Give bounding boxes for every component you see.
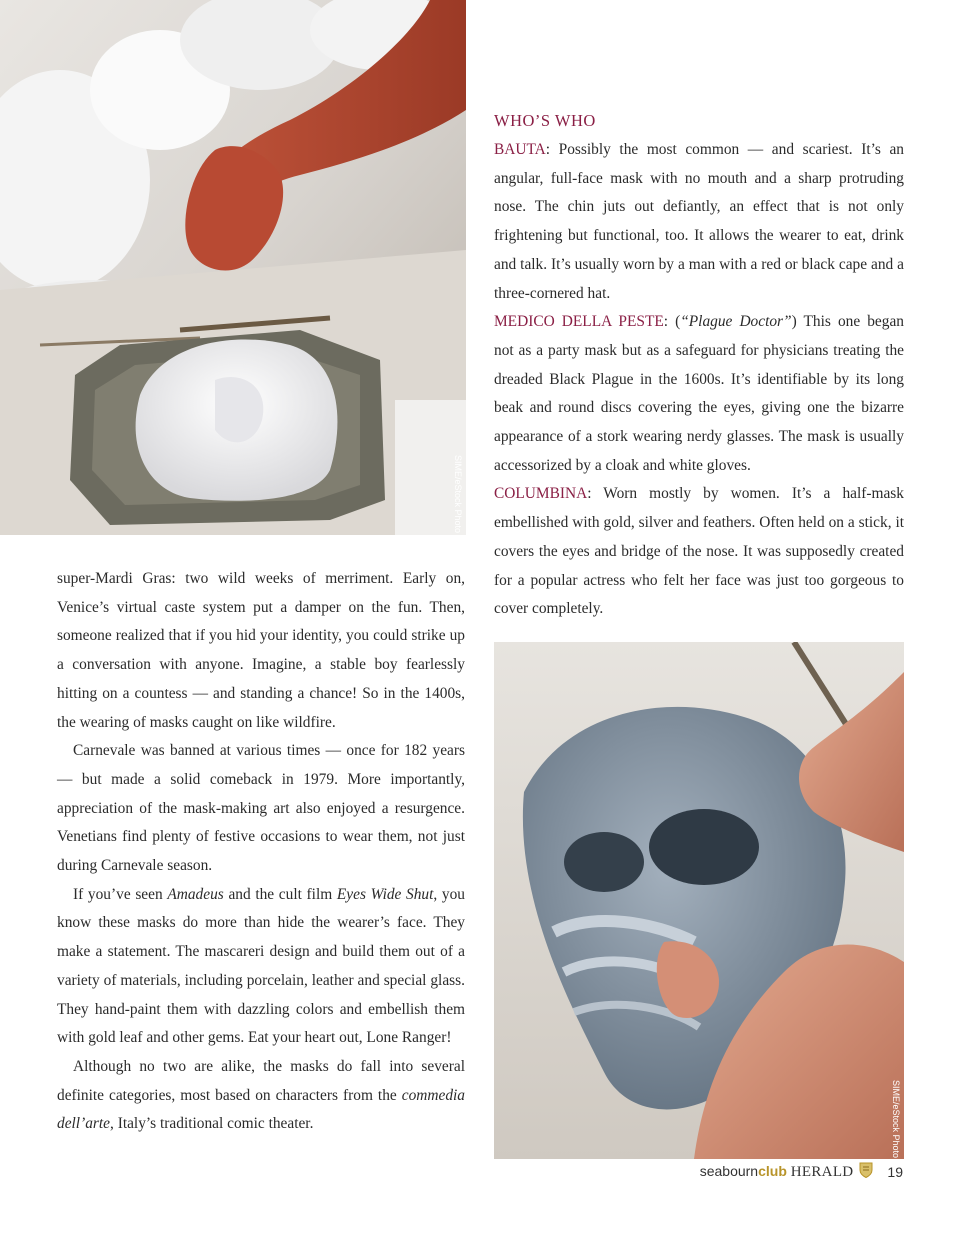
- article-paragraph-1: super-Mardi Gras: two wild weeks of merriment. Early on, Venice’s virtual caste system put a damper on the fun. Then, someone realized that if you hid your identity, you could strike up a conversation with anyone. Imagine, a stable boy fearlessly hitting on a countess — and standing a chance! So in the 1400s, the wearing of masks caught on like wildfire.: [57, 570, 465, 731]
- entry-columbina-term: COLUMBINA: [494, 485, 588, 503]
- footer-brand: seabournclub HERALD: [699, 1162, 854, 1180]
- film-title-eyes-wide-shut: Eyes Wide Shut: [336, 885, 434, 903]
- article-paragraph-3: If you’ve seen Amadeus and the cult film Eyes Wide Shut, you know these masks do more than hide the wearer’s face. They make a statement. The mascareri design and build them out of a variety of materials, including porcelain, leather and special glass. They hand-paint them with dazzling colors and embellish them with gold leaf and other gems. Eat your heart out, Lone Ranger!: [57, 885, 466, 1047]
- page-number: 19: [887, 1163, 903, 1180]
- photo-mask-mold-image: [0, 0, 466, 535]
- whos-who-sidebar: [494, 106, 904, 624]
- entry-bauta: BAUTA: Possibly the most common — and scariest. It’s an angular, full-face mask with no mouth and a sharp protruding nose. The chin juts out defiantly, an effect that is not only frightening but functional, too. It allows the wearer to eat, drink and talk. It’s usually worn by a man with a red or black cape and a three-cornered hat.: [494, 141, 904, 302]
- photo-mask-mold: [0, 0, 466, 535]
- photo-credit-bottom: SIME/eStock Photo: [891, 1080, 901, 1159]
- page-footer: [700, 1162, 903, 1181]
- shield-icon: [859, 1162, 873, 1181]
- article-column-left: [57, 565, 465, 1139]
- photo-mask-painting-image: [494, 642, 904, 1159]
- article-paragraph-2: Carnevale was banned at various times — once for 182 years — but made a solid comeback in 1979. More importantly, appreciation of the mask-making art also enjoyed a resurgence. Venetians find plenty of festive occasions to wear them, not just during Carnevale season.: [57, 742, 465, 875]
- entry-columbina: COLUMBINA: Worn mostly by women. It’s a half-mask embellished with gold, silver and feathers. Often held on a stick, it covers the eyes and bridge of the nose. It was supposedly created for a popular actress who felt her face was just too gorgeous to cover completely.: [494, 485, 904, 618]
- photo-credit-top: SIME/eStock Photo: [453, 455, 463, 534]
- film-title-amadeus: Amadeus: [167, 885, 224, 903]
- entry-medico-term: MEDICO DELLA PESTE: [494, 313, 664, 331]
- article-paragraph-4: Although no two are alike, the masks do fall into several definite categories, most based on characters from the commedia dell’arte, Italy’s traditional comic theater.: [57, 1057, 465, 1133]
- entry-bauta-term: BAUTA: [494, 141, 546, 158]
- entry-medico: MEDICO DELLA PESTE: (“Plague Doctor”) This one began not as a party mask but as a safeguard for physicians treating the dreaded Black Plague in the 1600s. It’s identifiable by its long beak and round discs covering the eyes, giving one the bizarre appearance of a stork wearing nerdy glasses. The mask is usually accessorized by a cloak and white gloves.: [494, 313, 904, 474]
- term-commedia: commedia dell’arte: [57, 1086, 465, 1133]
- photo-mask-painting: [494, 642, 904, 1159]
- sidebar-heading: WHO’S WHO: [494, 111, 596, 130]
